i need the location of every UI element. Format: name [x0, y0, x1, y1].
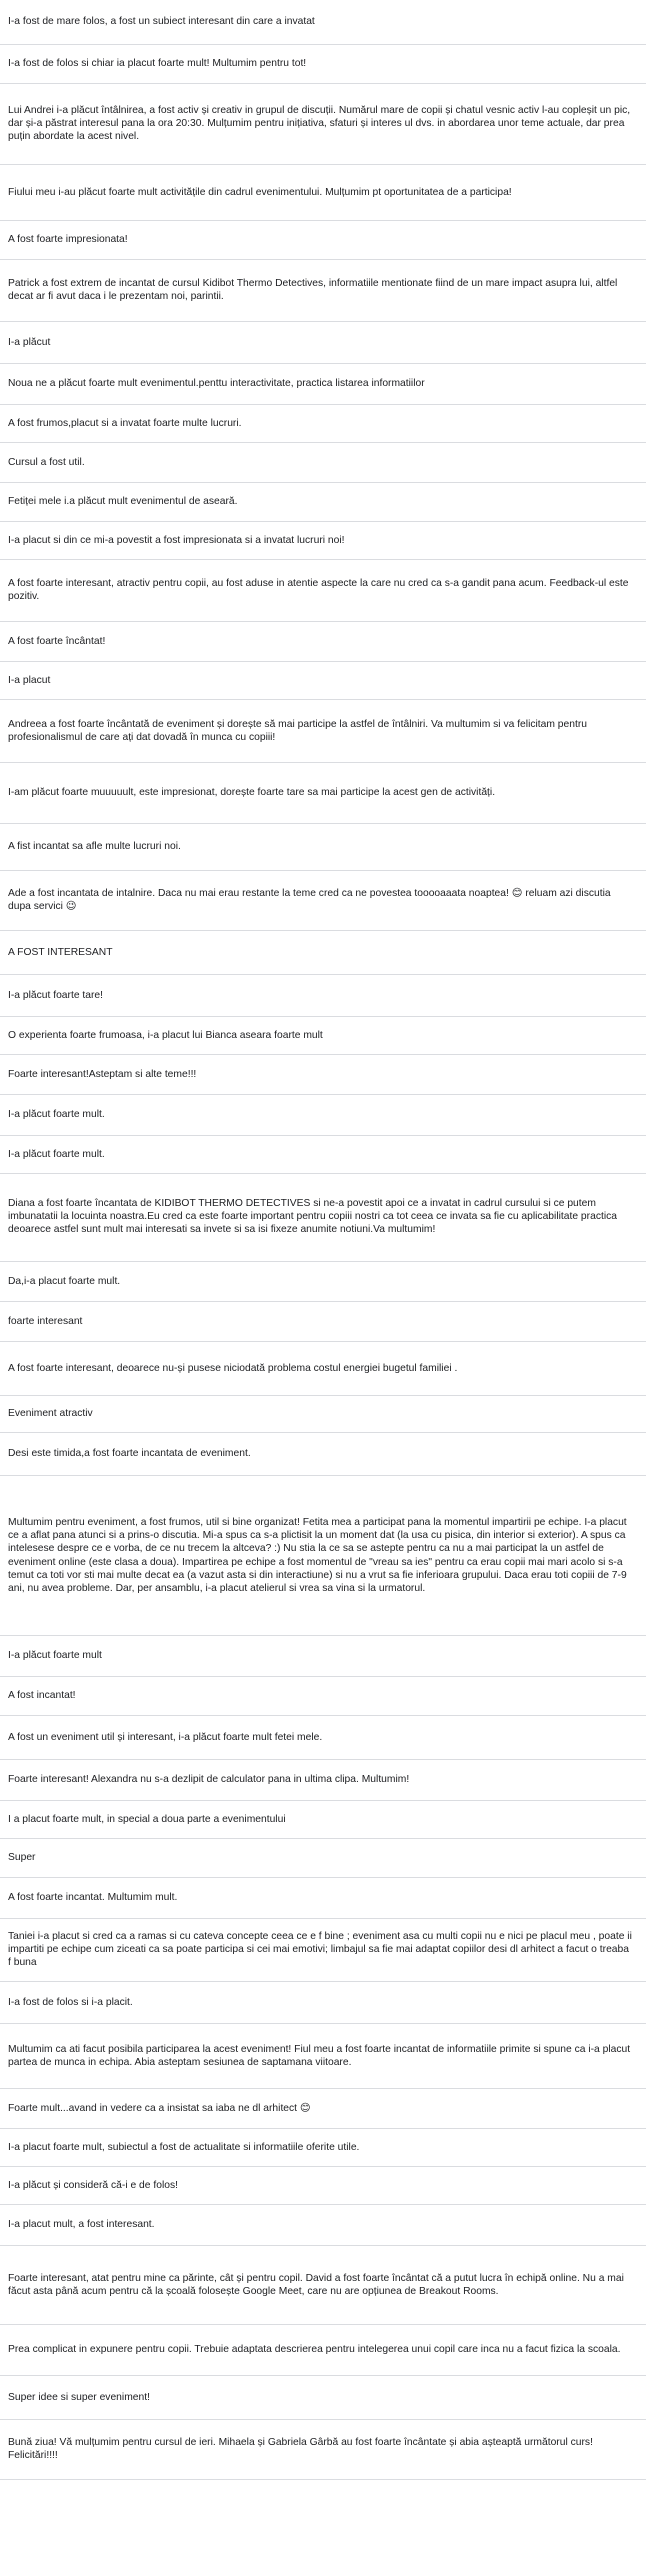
response-text: I-a placut	[8, 675, 51, 686]
response-text: A fist incantat sa afle multe lucruri noi.	[8, 841, 181, 852]
response-text: I-a plăcut foarte tare!	[8, 990, 104, 1001]
response-text: A fost foarte interesant, atractiv pentru copii, au fost aduse in atentie aspecte la care nu cred ca s-a gandit pana acum. Feedback-ul este pozitiv.	[8, 578, 629, 603]
response-row	[0, 1136, 646, 1174]
response-text: Foarte interesant! Alexandra nu s-a dezlipit de calculator pana in ultima clipa. Multumim!	[8, 1774, 410, 1785]
response-row	[0, 975, 646, 1017]
response-row	[0, 2325, 646, 2376]
response-row	[0, 1396, 646, 1433]
response-text: Noua ne a plăcut foarte mult evenimentul.penttu interactivitate, practica listarea informatiilor	[8, 378, 425, 389]
response-text: Multumim pentru eveniment, a fost frumos, util si bine organizat! Fetita mea a participat pana la momentul impartirii pe echipe. I-a placut ce a aflat pana atunci si a prins-o discutia. Mi-a spus ca s-a plictisit la un moment dat (la usa cu pisica, din interior si exterior). A spus ca intelesese despre ce e vorba, de ce nu trecem la altceva? :) Nu stia la ce sa se astepte pentru ca nu a mai participat la un astfel de eveniment online (este clasa a doua). Impartirea pe echipe a fost momentul de "vreau sa ies" pentru ca erau copii mai mari acolo si s-a temut ca toti vor sti mai multe decat ea (a vazut asta si din interactiune) si nu a vrut sa fie inferioara grupului. Daca erau toti copiii de 7-9 ani, nu avea probleme. Dar, per ansamblu, i-a placut atelierul si vrea sa vina si la urmatorul.	[8, 1517, 627, 1595]
response-text: Foarte mult...avand in vedere ca a insistat sa iaba ne dl arhitect 😊	[8, 2103, 311, 2114]
response-row	[0, 1433, 646, 1476]
response-text: Da,i-a placut foarte mult.	[8, 1276, 121, 1287]
response-row	[0, 1760, 646, 1801]
response-row	[0, 2205, 646, 2246]
response-row	[0, 2089, 646, 2129]
response-row	[0, 2420, 646, 2480]
response-text: Prea complicat in expunere pentru copii. Trebuie adaptata descrierea pentru intelegerea unui copil care inca nu a facut fizica la scoala.	[8, 2344, 621, 2355]
response-row	[0, 1017, 646, 1055]
response-text: I-am plăcut foarte muuuuult, este impresionat, dorește foarte tare sa mai participe la acest gen de activități.	[8, 787, 496, 798]
response-text: Multumim ca ati facut posibila participarea la acest eveniment! Fiul meu a fost foarte incantat de informatiile primite si spune ca i-a placut partea de munca in echipa. Abia asteptam sesiunea de saptamana viitoare.	[8, 2044, 631, 2069]
response-row	[0, 824, 646, 871]
response-text: Fetiței mele i.a plăcut mult evenimentul de aseară.	[8, 496, 238, 507]
response-row	[0, 522, 646, 560]
response-row	[0, 364, 646, 405]
response-row	[0, 1302, 646, 1342]
response-row	[0, 1919, 646, 1982]
response-row	[0, 2167, 646, 2205]
response-row	[0, 221, 646, 260]
response-text: A fost un eveniment util și interesant, i-a plăcut foarte mult fetei mele.	[8, 1732, 323, 1743]
response-row	[0, 2024, 646, 2089]
response-text: I a placut foarte mult, in special a doua parte a evenimentului	[8, 1814, 286, 1825]
response-text: A FOST INTERESANT	[8, 947, 113, 958]
response-row	[0, 662, 646, 700]
response-text: Diana a fost foarte încantata de KIDIBOT THERMO DETECTIVES si ne-a povestit apoi ce a invatat in cadrul cursului si ce putem imbunatatii la locuinta noastra.Eu cred ca este foarte important pentru copiii nostri ca tot ceea ce invata sa fie cu aplicabilitate practica deoarece astfel sunt mult mai interesati sa invete si sa isi fixeze anumite notiuni.Va multumim!	[8, 1198, 617, 1236]
response-row	[0, 1839, 646, 1878]
response-text: Taniei i-a placut si cred ca a ramas si cu cateva concepte ceea ce e f bine ; eveniment asa cu multi copii nu e nici pe placul meu , poate ii impartiti pe echipe cum ziceati ca sa poate participa si cei mai emotivi; limbajul sa fie mai adaptat copiilor desi dl arhitect a facut o treaba f buna	[8, 1931, 632, 1969]
response-text: I-a plăcut foarte mult	[8, 1650, 102, 1661]
response-text: I-a fost de mare folos, a fost un subiect interesant din care a invatat	[8, 16, 315, 27]
response-row	[0, 260, 646, 322]
response-row	[0, 622, 646, 662]
response-text: foarte interesant	[8, 1316, 83, 1327]
response-text: I-a placut mult, a fost interesant.	[8, 2219, 155, 2230]
response-row	[0, 1636, 646, 1677]
response-text: Cursul a fost util.	[8, 457, 85, 468]
response-text: I-a fost de folos si chiar ia placut foarte mult! Multumim pentru tot!	[8, 58, 307, 69]
response-row	[0, 1342, 646, 1396]
response-row	[0, 560, 646, 622]
response-row	[0, 165, 646, 221]
response-text: Super	[8, 1852, 36, 1863]
response-row	[0, 1095, 646, 1136]
response-text: A fost foarte încântat!	[8, 636, 106, 647]
response-row	[0, 871, 646, 931]
response-row	[0, 84, 646, 165]
response-row	[0, 483, 646, 522]
response-row	[0, 0, 646, 45]
response-row	[0, 405, 646, 443]
response-text: A fost foarte incantat. Multumim mult.	[8, 1892, 178, 1903]
response-row	[0, 1174, 646, 1262]
response-row	[0, 1801, 646, 1839]
response-row	[0, 2246, 646, 2325]
response-text: Ade a fost incantata de intalnire. Daca nu mai erau restante la teme cred ca ne povestea tooooaaata noaptea! 😊 reluam azi discutia dupa servici 😉	[8, 888, 611, 913]
response-text: Lui Andrei i-a plăcut întâlnirea, a fost activ și creativ in grupul de discuții. Numărul mare de copii și chatul vesnic activ l-au copleșit un pic, dar și-a păstrat interesul pana la ora 20:30. Mulțumim pentru inițiativa, sfaturi și interes ul dvs. in abordarea unor teme actuale, dar prea puțin abordate la acest nivel.	[8, 105, 631, 143]
response-text: Andreea a fost foarte încântată de eveniment și dorește să mai participe la astfel de întâlniri. Va multumim si va felicitam pentru profesionalismul de care ați dat dovadă în munca cu copiii!	[8, 719, 588, 744]
response-row	[0, 1055, 646, 1095]
response-text: Fiului meu i-au plăcut foarte mult activitățile din cadrul evenimentului. Mulțumim pt oportunitatea de a participa!	[8, 187, 512, 198]
response-text: Foarte interesant, atat pentru mine ca părinte, cât și pentru copil. David a fost foarte încântat că a putut lucra în echipă online. Nu a mai făcut asta până acum pentru că la școală folosește Google Meet, care nu are opțiunea de Breakout Rooms.	[8, 2273, 624, 2298]
response-row	[0, 443, 646, 483]
response-text: Desi este timida,a fost foarte incantata de eveniment.	[8, 1448, 251, 1459]
response-text: I-a fost de folos si i-a placit.	[8, 1997, 133, 2008]
response-row	[0, 1982, 646, 2024]
response-text: A fost foarte interesant, deoarece nu-și pusese niciodată problema costul energiei bugetul familiei .	[8, 1363, 458, 1374]
response-text: Eveniment atractiv	[8, 1408, 93, 1419]
response-row	[0, 45, 646, 84]
response-text: A fost frumos,placut si a invatat foarte multe lucruri.	[8, 418, 242, 429]
response-text: I-a plăcut	[8, 337, 51, 348]
response-text: I-a placut foarte mult, subiectul a fost de actualitate si informatiile oferite utile.	[8, 2142, 360, 2153]
response-text: A fost foarte impresionata!	[8, 234, 128, 245]
response-text: Bună ziua! Vă mulțumim pentru cursul de ieri. Mihaela și Gabriela Gârbă au fost foarte încântate și abia așteaptă următorul curs! Felicitări!!!!	[8, 2437, 593, 2462]
response-text: I-a plăcut foarte mult.	[8, 1149, 105, 1160]
response-row	[0, 2376, 646, 2420]
response-text: I-a placut si din ce mi-a povestit a fost impresionata si a invatat lucruri noi!	[8, 535, 345, 546]
response-text: O experienta foarte frumoasa, i-a placut lui Bianca aseara foarte mult	[8, 1030, 323, 1041]
response-row	[0, 2129, 646, 2167]
response-row	[0, 931, 646, 975]
response-row	[0, 1716, 646, 1760]
response-text: I-a plăcut și consideră că-i e de folos!	[8, 2180, 178, 2191]
response-row	[0, 1476, 646, 1636]
response-row	[0, 763, 646, 824]
response-text: Super idee si super eveniment!	[8, 2392, 150, 2403]
response-row	[0, 1878, 646, 1919]
response-row	[0, 1262, 646, 1302]
response-row	[0, 700, 646, 763]
response-text: Patrick a fost extrem de incantat de cursul Kidibot Thermo Detectives, informatiile mentionate fiind de un mare impact asupra lui, altfel decat ar fi avut daca i le prezentam noi, parintii.	[8, 278, 618, 303]
response-row	[0, 322, 646, 364]
response-text: I-a plăcut foarte mult.	[8, 1109, 105, 1120]
response-row	[0, 1677, 646, 1716]
response-text: A fost incantat!	[8, 1690, 76, 1701]
response-text: Foarte interesant!Asteptam si alte teme!!!	[8, 1069, 197, 1080]
